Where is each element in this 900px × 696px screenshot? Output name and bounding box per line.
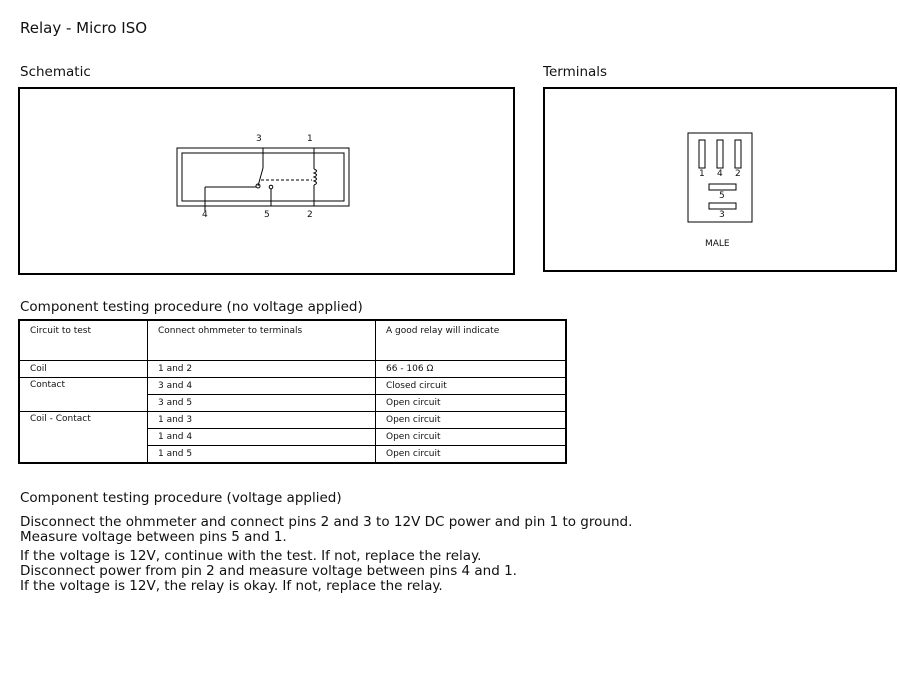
procedure-line: Disconnect the ohmmeter and connect pins 2 and 3 to 12V DC power and pin 1 to ground. (20, 514, 633, 530)
circuit-cell: Coil - Contact (20, 412, 148, 463)
schematic-pin-1-label: 1 (307, 134, 313, 144)
voltage-paragraph-2 (20, 549, 517, 594)
schematic-pin-3-label: 3 (256, 134, 262, 144)
terminals-cell: 1 and 5 (148, 446, 376, 463)
table-row (20, 412, 566, 429)
relay-schematic-diagram (20, 89, 513, 273)
terminals-cell: 3 and 4 (148, 378, 376, 395)
circuit-cell: Contact (20, 378, 148, 412)
terminals-cell: 3 and 5 (148, 395, 376, 412)
terminal-pin-5-label: 5 (719, 191, 725, 201)
terminal-pin-2-label: 2 (735, 169, 741, 179)
voltage-heading: Component testing procedure (voltage applied) (20, 490, 342, 506)
schematic-pin-2-label: 2 (307, 210, 313, 220)
no-voltage-heading: Component testing procedure (no voltage applied) (20, 299, 363, 315)
result-cell: 66 - 106 Ω (376, 361, 566, 378)
procedure-line: If the voltage is 12V, the relay is okay. If not, replace the relay. (20, 578, 443, 594)
schematic-panel (18, 87, 515, 275)
terminal-pin-4-label: 4 (717, 169, 723, 179)
terminals-cell: 1 and 3 (148, 412, 376, 429)
terminals-heading: Terminals (543, 64, 608, 80)
circuit-cell: Coil (20, 361, 148, 378)
terminal-pin-3-label: 3 (719, 210, 725, 220)
terminals-cell: 1 and 4 (148, 429, 376, 446)
schematic-pin-5-label: 5 (264, 210, 270, 220)
table-row (20, 378, 566, 395)
schematic-pin-4-label: 4 (202, 210, 208, 220)
column-header: A good relay will indicate (376, 321, 566, 361)
procedure-line: If the voltage is 12V, continue with the test. If not, replace the relay. (20, 548, 482, 564)
terminals-panel (543, 87, 897, 272)
terminal-gender-label: MALE (705, 239, 730, 249)
result-cell: Open circuit (376, 429, 566, 446)
table-row (20, 361, 566, 378)
procedure-line: Measure voltage between pins 5 and 1. (20, 529, 287, 545)
voltage-paragraph-1 (20, 515, 632, 545)
page-title: Relay - Micro ISO (20, 19, 148, 37)
schematic-heading: Schematic (20, 64, 91, 80)
result-cell: Closed circuit (376, 378, 566, 395)
terminal-pin-1-label: 1 (699, 169, 705, 179)
table-header-row (20, 321, 566, 361)
column-header: Circuit to test (20, 321, 148, 361)
terminals-cell: 1 and 2 (148, 361, 376, 378)
result-cell: Open circuit (376, 412, 566, 429)
column-header: Connect ohmmeter to terminals (148, 321, 376, 361)
result-cell: Open circuit (376, 446, 566, 463)
no-voltage-test-table (19, 320, 566, 463)
procedure-line: Disconnect power from pin 2 and measure voltage between pins 4 and 1. (20, 563, 517, 579)
result-cell: Open circuit (376, 395, 566, 412)
